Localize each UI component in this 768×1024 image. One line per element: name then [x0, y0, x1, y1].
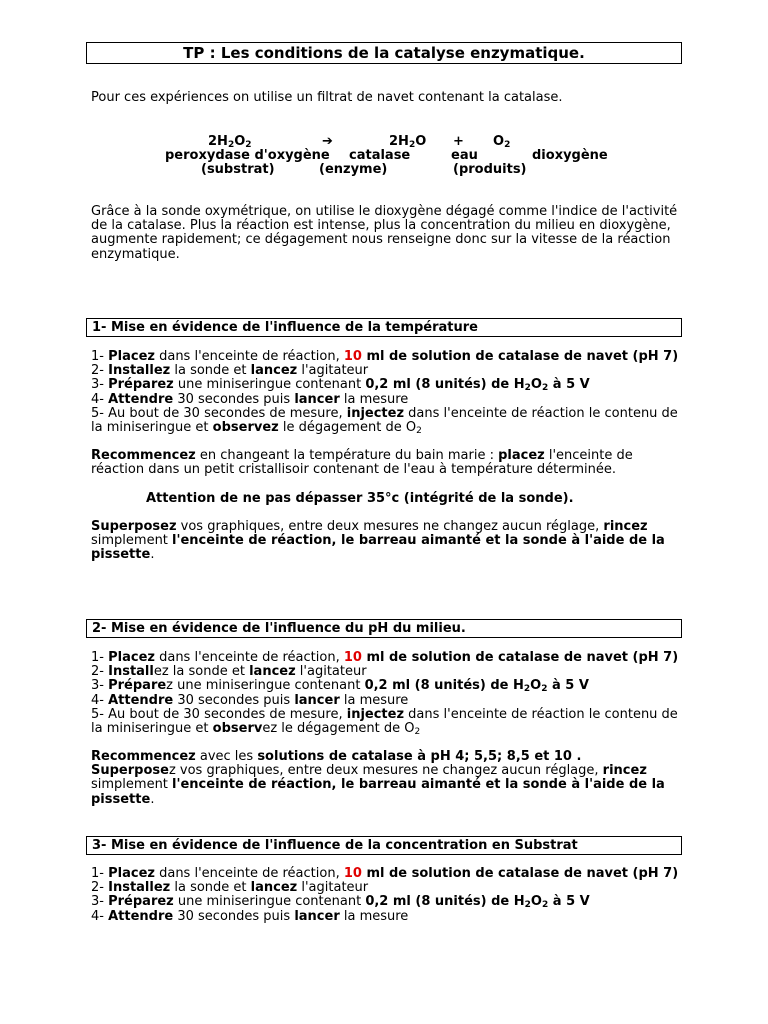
- step-3: 3- Préparez une miniseringue contenant 0,2 ml (8 unités) de $H_2O_2$ à 5 V: [91, 377, 590, 394]
- section-2-restart: Recommencez avec les solutions de catalase à pH 4; 5,5; 8,5 et 10 . Superposez vos graphiques, entre deux mesures ne changez aucun réglage, rincez simplement l'enceinte de réaction, le barreau aimanté et la sonde à l'aide de la pissette.: [91, 749, 665, 807]
- section-2-steps: 1- Placez dans l'enceinte de réaction, 10 ml de solution de catalase de navet (pH 7) 2- Installez la sonde et lancez l'agitateur 3- Préparez une miniseringue contenant 0,2 ml (8 unités) de $H_2O_2$ à 5 V 4- Attendre 30 secondes puis lancer la mesure 5- Au bout de 30 secondes de mesure, injectez dans l'enceinte de réaction le contenu de la miniseringue et observez le dégagement de $O_2$: [91, 650, 679, 738]
- equation-product-oxygen: $O_2$: [493, 134, 511, 150]
- step-5: 5- Au bout de 30 secondes de mesure, injectez dans l'enceinte de réaction le contenu de: [91, 405, 678, 421]
- equation-role-products: (produits): [453, 162, 527, 177]
- step-1: 1- Placez dans l'enceinte de réaction, 10 ml de solution de catalase de navet (pH 7): [91, 349, 679, 364]
- step-4: 4- Attendre 30 secondes puis lancer la mesure: [91, 391, 409, 407]
- equation-label-oxygen-name: dioxygène: [532, 148, 608, 163]
- step-5-cont: la miniseringue et observez le dégagement de $O_2$: [91, 420, 422, 437]
- section-1-superpose: Superposez vos graphiques, entre deux mesures ne changez aucun réglage, rincez simplement l'enceinte de réaction, le barreau aimanté et la sonde à l'aide de la pissette.: [91, 519, 665, 563]
- section-1-warning: Attention de ne pas dépasser 35°c (intégrité de la sonde).: [146, 491, 574, 506]
- section-1-heading: 1- Mise en évidence de l'influence de la température: [86, 318, 682, 337]
- section-2-heading: 2- Mise en évidence de l'influence du pH du milieu.: [86, 619, 682, 638]
- section-3-steps: 1- Placez dans l'enceinte de réaction, 10 ml de solution de catalase de navet (pH 7) 2- Installez la sonde et lancez l'agitateur 3- Préparez une miniseringue contenant 0,2 ml (8 unités) de $H_2O_2$ à 5 V 4- Attendre 30 secondes puis lancer la mesure: [91, 866, 679, 924]
- page-title: [86, 42, 682, 64]
- step-2: 2- Installez la sonde et lancez l'agitateur: [91, 363, 369, 379]
- equation-reactant: $2H_2O_2$: [208, 134, 252, 150]
- section-1-steps: [91, 350, 681, 435]
- equation-role-enzyme: (enzyme): [319, 162, 388, 177]
- equation-arrow: ➔: [322, 134, 333, 149]
- intro-paragraph: Pour ces expériences on utilise un filtrat de navet contenant la catalase.: [91, 90, 563, 105]
- section-1-restart: Recommencez en changeant la température du bain marie : placez l'enceinte de réaction dans un petit cristallisoir contenant de l'eau à température déterminée.: [91, 448, 633, 478]
- section-3-heading: 3- Mise en évidence de l'influence de la concentration en Substrat: [86, 836, 682, 855]
- equation-role-substrate: (substrat): [201, 162, 275, 177]
- page-title-text: TP : Les conditions de la catalyse enzymatique.: [183, 44, 585, 62]
- equation-label-enzyme-name: catalase: [349, 148, 411, 163]
- equation-product-water: $2H_2O$: [389, 134, 427, 150]
- equation-plus: +: [453, 134, 464, 149]
- equation-label-substrate-name: peroxydase d'oxygène: [165, 148, 330, 163]
- explanation-paragraph: Grâce à la sonde oxymétrique, on utilise le dioxygène dégagé comme l'indice de l'activité de la catalase. Plus la réaction est intense, plus la concentration du milieu en dioxygène, augmente rapidement; ce dégagement nous renseigne donc sur la vitesse de la réaction enzymatique.: [91, 204, 678, 262]
- equation-label-water-name: eau: [451, 148, 478, 163]
